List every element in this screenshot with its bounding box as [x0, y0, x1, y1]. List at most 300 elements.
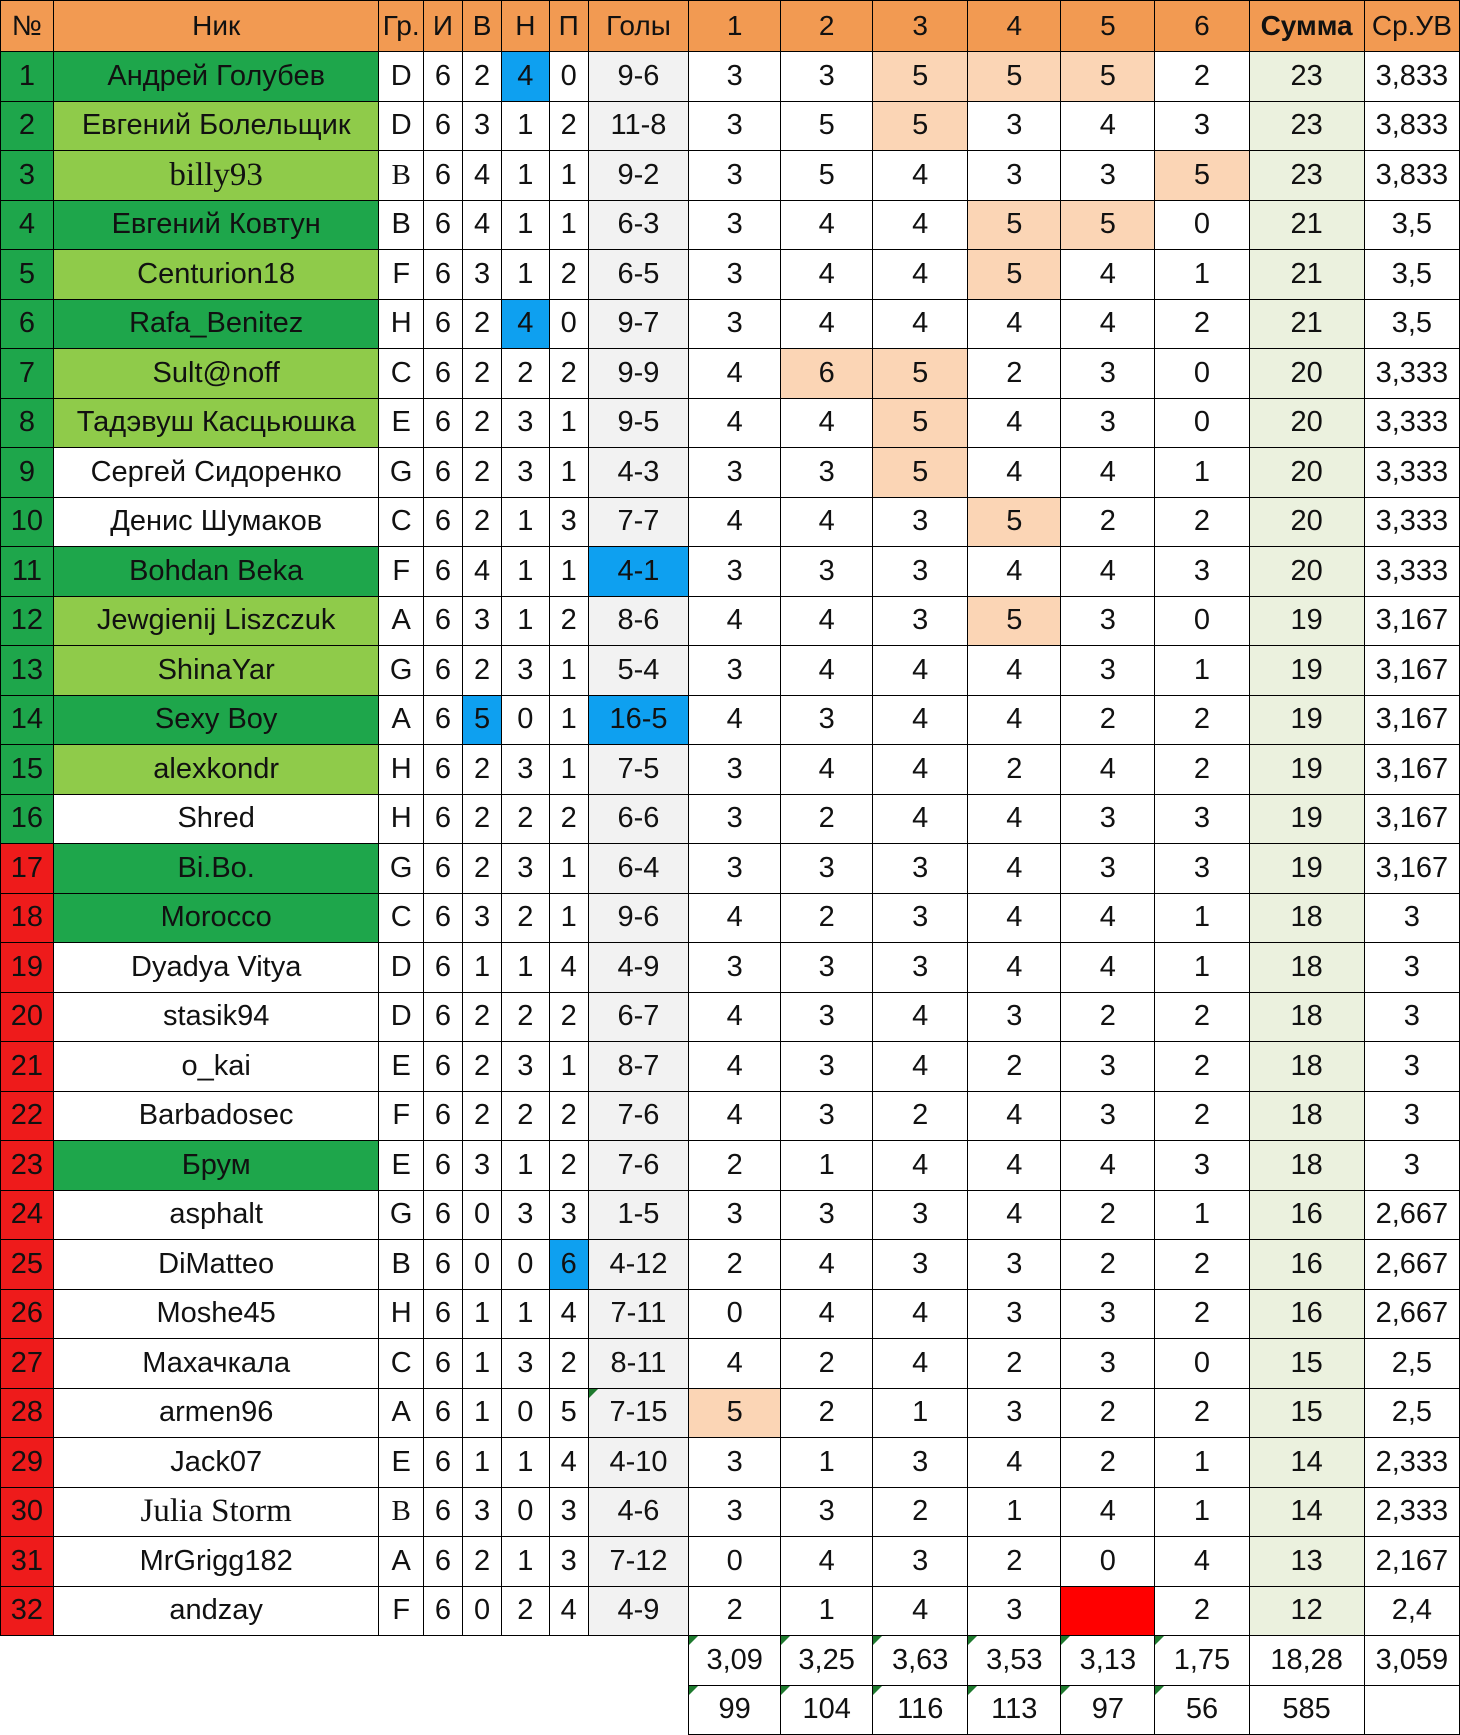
nick-cell: Sult@noff [53, 349, 379, 399]
round-5-cell: 4 [1061, 101, 1155, 151]
nick-cell: Centurion18 [53, 250, 379, 300]
rank-cell: 25 [1, 1240, 54, 1290]
round-1-cell: 2 [689, 1141, 781, 1191]
round-2-cell: 3 [781, 1487, 873, 1537]
round-6-cell: 3 [1155, 794, 1249, 844]
round-6-cell: 2 [1155, 992, 1249, 1042]
wins-cell: 0 [462, 1586, 501, 1636]
round-2-cell: 4 [781, 1537, 873, 1587]
sum-cell: 20 [1249, 398, 1364, 448]
sum-cell: 15 [1249, 1388, 1364, 1438]
sum-cell: 16 [1249, 1289, 1364, 1339]
sum-cell: 15 [1249, 1339, 1364, 1389]
goals-cell: 4-12 [588, 1240, 688, 1290]
rank-cell: 21 [1, 1042, 54, 1092]
wins-cell: 1 [462, 1438, 501, 1488]
round-2-cell: 4 [781, 200, 873, 250]
group-cell: H [379, 299, 423, 349]
round-1-cell: 3 [689, 299, 781, 349]
table-row [1, 992, 1460, 1042]
round-6-cell: 3 [1155, 1141, 1249, 1191]
group-cell: F [379, 250, 423, 300]
goals-cell: 6-7 [588, 992, 688, 1042]
round-3-cell: 3 [873, 1240, 968, 1290]
round-5-cell: 4 [1061, 943, 1155, 993]
wins-cell: 2 [462, 844, 501, 894]
wins-cell: 0 [462, 1240, 501, 1290]
goals-cell: 4-6 [588, 1487, 688, 1537]
table-row [1, 1190, 1460, 1240]
round-2-cell: 1 [781, 1141, 873, 1191]
rank-cell: 12 [1, 596, 54, 646]
group-cell: E [379, 398, 423, 448]
round-6-cell: 1 [1155, 1190, 1249, 1240]
round-4-cell: 5 [968, 200, 1061, 250]
sum-cell: 19 [1249, 745, 1364, 795]
sum-cell: 19 [1249, 646, 1364, 696]
round-3-cell: 3 [873, 1438, 968, 1488]
wins-cell: 3 [462, 596, 501, 646]
round-3-cell: 4 [873, 1339, 968, 1389]
played-cell: 6 [423, 1190, 462, 1240]
losses-cell: 3 [549, 1190, 588, 1240]
round-2-cell: 3 [781, 992, 873, 1042]
losses-cell: 1 [549, 695, 588, 745]
goals-cell: 9-5 [588, 398, 688, 448]
table-row [1, 893, 1460, 943]
played-cell: 6 [423, 1091, 462, 1141]
rank-cell: 11 [1, 547, 54, 597]
round-1-cell: 4 [689, 1091, 781, 1141]
round-5-cell [1061, 1586, 1155, 1636]
table-row [1, 596, 1460, 646]
nick-cell: billy93 [53, 151, 379, 201]
round-3-cell: 4 [873, 151, 968, 201]
round-6-cell: 1 [1155, 448, 1249, 498]
round-6-cell: 2 [1155, 52, 1249, 102]
round-1-cell: 3 [689, 1190, 781, 1240]
round-2-cell: 4 [781, 497, 873, 547]
table-row [1, 448, 1460, 498]
average-cell: 2,667 [1364, 1240, 1459, 1290]
round-5-cell: 2 [1061, 992, 1155, 1042]
round-6-cell: 3 [1155, 101, 1249, 151]
sum-cell: 13 [1249, 1537, 1364, 1587]
round-4-cell: 3 [968, 992, 1061, 1042]
draws-cell: 2 [502, 1091, 550, 1141]
average-cell: 3,833 [1364, 151, 1459, 201]
round-3-cell: 3 [873, 893, 968, 943]
sum-cell: 14 [1249, 1487, 1364, 1537]
round-1-cell: 3 [689, 250, 781, 300]
rank-cell: 32 [1, 1586, 54, 1636]
table-row [1, 349, 1460, 399]
round-2-cell: 3 [781, 695, 873, 745]
group-cell: E [379, 1141, 423, 1191]
rank-cell: 29 [1, 1438, 54, 1488]
losses-cell: 2 [549, 349, 588, 399]
losses-cell: 0 [549, 299, 588, 349]
round-6-cell: 2 [1155, 1091, 1249, 1141]
round-3-cell: 2 [873, 1091, 968, 1141]
nick-cell: Jewgienij Liszczuk [53, 596, 379, 646]
losses-cell: 4 [549, 1289, 588, 1339]
goals-cell: 1-5 [588, 1190, 688, 1240]
round-5-cell: 4 [1061, 745, 1155, 795]
round-4-cell: 3 [968, 1289, 1061, 1339]
goals-cell: 4-10 [588, 1438, 688, 1488]
draws-cell: 1 [502, 1289, 550, 1339]
round-3-cell: 4 [873, 745, 968, 795]
round-4-cell: 4 [968, 1141, 1061, 1191]
draws-cell: 1 [502, 250, 550, 300]
nick-cell: stasik94 [53, 992, 379, 1042]
round-1-cell: 3 [689, 200, 781, 250]
losses-cell: 2 [549, 250, 588, 300]
wins-cell: 3 [462, 1141, 501, 1191]
played-cell: 6 [423, 943, 462, 993]
round-5-cell: 5 [1061, 200, 1155, 250]
wins-cell: 3 [462, 1487, 501, 1537]
draws-cell: 2 [502, 349, 550, 399]
header-group: Гр. [379, 1, 423, 52]
sum-cell: 21 [1249, 250, 1364, 300]
losses-cell: 5 [549, 1388, 588, 1438]
round-5-cell: 4 [1061, 893, 1155, 943]
round-1-cell: 2 [689, 1240, 781, 1290]
draws-cell: 2 [502, 794, 550, 844]
average-cell: 3,833 [1364, 101, 1459, 151]
goals-cell: 7-11 [588, 1289, 688, 1339]
played-cell: 6 [423, 101, 462, 151]
round-3-cell: 5 [873, 448, 968, 498]
round-1-cell: 3 [689, 745, 781, 795]
group-cell: G [379, 1190, 423, 1240]
table-row [1, 1487, 1460, 1537]
wins-cell: 2 [462, 398, 501, 448]
average-cell: 2,667 [1364, 1289, 1459, 1339]
round-1-cell: 3 [689, 1487, 781, 1537]
rank-cell: 7 [1, 349, 54, 399]
round-6-cell: 2 [1155, 1240, 1249, 1290]
average-cell: 3,5 [1364, 200, 1459, 250]
losses-cell: 4 [549, 943, 588, 993]
round-1-cell: 2 [689, 1586, 781, 1636]
round-6-cell: 2 [1155, 299, 1249, 349]
round-2-cell: 2 [781, 893, 873, 943]
round-4-cell: 2 [968, 1339, 1061, 1389]
round-2-cell: 1 [781, 1586, 873, 1636]
played-cell: 6 [423, 1339, 462, 1389]
nick-cell: ShinaYar [53, 646, 379, 696]
round-2-cell: 3 [781, 448, 873, 498]
header-round-4: 4 [968, 1, 1061, 52]
round-4-cell: 1 [968, 1487, 1061, 1537]
table-row [1, 1339, 1460, 1389]
rank-cell: 24 [1, 1190, 54, 1240]
round-1-cell: 0 [689, 1537, 781, 1587]
rank-cell: 23 [1, 1141, 54, 1191]
nick-cell: MrGrigg182 [53, 1537, 379, 1587]
round-4-cell: 4 [968, 1091, 1061, 1141]
header-draws: Н [502, 1, 550, 52]
round-1-cell: 3 [689, 844, 781, 894]
nick-cell: Sexy Boy [53, 695, 379, 745]
rank-cell: 4 [1, 200, 54, 250]
draws-cell: 1 [502, 151, 550, 201]
round-2-cell: 4 [781, 596, 873, 646]
round-5-cell: 3 [1061, 794, 1155, 844]
losses-cell: 1 [549, 893, 588, 943]
draws-cell: 3 [502, 745, 550, 795]
rank-cell: 22 [1, 1091, 54, 1141]
footer-average-sum: 18,28 [1249, 1636, 1364, 1686]
draws-cell: 4 [502, 52, 550, 102]
footer-spacer [1, 1685, 689, 1735]
group-cell: B [379, 1240, 423, 1290]
draws-cell: 0 [502, 695, 550, 745]
round-1-cell: 4 [689, 695, 781, 745]
round-3-cell: 4 [873, 992, 968, 1042]
round-6-cell: 0 [1155, 349, 1249, 399]
played-cell: 6 [423, 250, 462, 300]
nick-cell: Тадэвуш Касцьюшка [53, 398, 379, 448]
table-row [1, 646, 1460, 696]
round-3-cell: 3 [873, 596, 968, 646]
goals-cell: 8-6 [588, 596, 688, 646]
draws-cell: 0 [502, 1388, 550, 1438]
wins-cell: 2 [462, 1091, 501, 1141]
wins-cell: 2 [462, 448, 501, 498]
goals-cell: 9-6 [588, 52, 688, 102]
draws-cell: 0 [502, 1240, 550, 1290]
sum-cell: 23 [1249, 52, 1364, 102]
wins-cell: 4 [462, 547, 501, 597]
round-2-cell: 4 [781, 1289, 873, 1339]
round-1-cell: 3 [689, 101, 781, 151]
losses-cell: 1 [549, 646, 588, 696]
nick-cell: Евгений Ковтун [53, 200, 379, 250]
round-6-cell: 2 [1155, 497, 1249, 547]
goals-cell: 6-5 [588, 250, 688, 300]
round-2-cell: 3 [781, 1091, 873, 1141]
group-cell: B [379, 1487, 423, 1537]
average-cell: 3,167 [1364, 745, 1459, 795]
losses-cell: 1 [549, 745, 588, 795]
sum-cell: 23 [1249, 151, 1364, 201]
round-5-cell: 2 [1061, 497, 1155, 547]
round-5-cell: 2 [1061, 1240, 1155, 1290]
nick-cell: Bi.Bo. [53, 844, 379, 894]
round-4-cell: 2 [968, 1042, 1061, 1092]
round-2-cell: 3 [781, 1190, 873, 1240]
sum-cell: 14 [1249, 1438, 1364, 1488]
wins-cell: 2 [462, 299, 501, 349]
draws-cell: 1 [502, 497, 550, 547]
round-1-cell: 3 [689, 547, 781, 597]
played-cell: 6 [423, 497, 462, 547]
average-cell: 3,5 [1364, 299, 1459, 349]
group-cell: H [379, 1289, 423, 1339]
round-2-cell: 3 [781, 547, 873, 597]
round-4-cell: 2 [968, 349, 1061, 399]
sum-cell: 20 [1249, 448, 1364, 498]
average-cell: 3 [1364, 893, 1459, 943]
round-5-cell: 3 [1061, 1042, 1155, 1092]
sum-cell: 19 [1249, 794, 1364, 844]
round-3-cell: 3 [873, 844, 968, 894]
round-4-cell: 4 [968, 1190, 1061, 1240]
header-wins: В [462, 1, 501, 52]
wins-cell: 2 [462, 745, 501, 795]
footer-spacer [1, 1636, 689, 1686]
table-row [1, 1141, 1460, 1191]
header-round-1: 1 [689, 1, 781, 52]
played-cell: 6 [423, 1141, 462, 1191]
round-5-cell: 2 [1061, 1388, 1155, 1438]
round-1-cell: 4 [689, 1042, 781, 1092]
losses-cell: 1 [549, 448, 588, 498]
group-cell: F [379, 547, 423, 597]
wins-cell: 3 [462, 250, 501, 300]
round-5-cell: 4 [1061, 1141, 1155, 1191]
sum-cell: 20 [1249, 547, 1364, 597]
footer-average-round-6: 1,75 [1155, 1636, 1249, 1686]
round-4-cell: 4 [968, 646, 1061, 696]
round-5-cell: 4 [1061, 547, 1155, 597]
losses-cell: 2 [549, 596, 588, 646]
goals-cell: 7-5 [588, 745, 688, 795]
average-cell: 3,167 [1364, 794, 1459, 844]
average-cell: 3,333 [1364, 497, 1459, 547]
header-round-6: 6 [1155, 1, 1249, 52]
round-6-cell: 2 [1155, 1388, 1249, 1438]
footer-total-round-2: 104 [781, 1685, 873, 1735]
played-cell: 6 [423, 200, 462, 250]
draws-cell: 3 [502, 1042, 550, 1092]
round-3-cell: 5 [873, 52, 968, 102]
round-1-cell: 3 [689, 151, 781, 201]
round-5-cell: 4 [1061, 250, 1155, 300]
losses-cell: 2 [549, 101, 588, 151]
sum-cell: 12 [1249, 1586, 1364, 1636]
table-row [1, 101, 1460, 151]
round-5-cell: 3 [1061, 398, 1155, 448]
round-1-cell: 5 [689, 1388, 781, 1438]
rank-cell: 16 [1, 794, 54, 844]
draws-cell: 3 [502, 1190, 550, 1240]
round-4-cell: 3 [968, 151, 1061, 201]
table-row [1, 52, 1460, 102]
sum-cell: 19 [1249, 695, 1364, 745]
average-cell: 2,167 [1364, 1537, 1459, 1587]
sum-cell: 21 [1249, 299, 1364, 349]
group-cell: B [379, 151, 423, 201]
round-6-cell: 1 [1155, 1487, 1249, 1537]
goals-cell: 9-6 [588, 893, 688, 943]
played-cell: 6 [423, 448, 462, 498]
rank-cell: 20 [1, 992, 54, 1042]
group-cell: E [379, 1438, 423, 1488]
losses-cell: 1 [549, 200, 588, 250]
footer-total-sum: 585 [1249, 1685, 1364, 1735]
round-5-cell: 3 [1061, 1091, 1155, 1141]
rank-cell: 6 [1, 299, 54, 349]
played-cell: 6 [423, 52, 462, 102]
wins-cell: 2 [462, 794, 501, 844]
group-cell: F [379, 1091, 423, 1141]
group-cell: A [379, 695, 423, 745]
nick-cell: Махачкала [53, 1339, 379, 1389]
goals-cell: 7-6 [588, 1091, 688, 1141]
average-cell: 3,333 [1364, 398, 1459, 448]
round-3-cell: 5 [873, 101, 968, 151]
footer-average-round-2: 3,25 [781, 1636, 873, 1686]
rank-cell: 17 [1, 844, 54, 894]
round-4-cell: 4 [968, 695, 1061, 745]
sum-cell: 21 [1249, 200, 1364, 250]
group-cell: G [379, 844, 423, 894]
round-6-cell: 2 [1155, 1289, 1249, 1339]
round-1-cell: 3 [689, 1438, 781, 1488]
played-cell: 6 [423, 1537, 462, 1587]
header-round-2: 2 [781, 1, 873, 52]
header-goals: Голы [588, 1, 688, 52]
round-1-cell: 4 [689, 398, 781, 448]
wins-cell: 2 [462, 1537, 501, 1587]
table-row [1, 943, 1460, 993]
played-cell: 6 [423, 349, 462, 399]
round-1-cell: 3 [689, 794, 781, 844]
round-1-cell: 4 [689, 1339, 781, 1389]
round-4-cell: 3 [968, 1388, 1061, 1438]
footer-totals-row [1, 1685, 1460, 1735]
goals-cell: 7-7 [588, 497, 688, 547]
nick-cell: andzay [53, 1586, 379, 1636]
table-row [1, 1537, 1460, 1587]
goals-cell: 4-3 [588, 448, 688, 498]
played-cell: 6 [423, 695, 462, 745]
goals-cell: 6-6 [588, 794, 688, 844]
group-cell: C [379, 497, 423, 547]
round-5-cell: 2 [1061, 1438, 1155, 1488]
average-cell: 2,5 [1364, 1388, 1459, 1438]
header-nick: Ник [53, 1, 379, 52]
rank-cell: 10 [1, 497, 54, 547]
losses-cell: 2 [549, 1091, 588, 1141]
round-2-cell: 3 [781, 844, 873, 894]
round-3-cell: 4 [873, 1289, 968, 1339]
sum-cell: 18 [1249, 1141, 1364, 1191]
average-cell: 2,667 [1364, 1190, 1459, 1240]
wins-cell: 4 [462, 200, 501, 250]
round-3-cell: 4 [873, 695, 968, 745]
table-row [1, 745, 1460, 795]
average-cell: 3,167 [1364, 844, 1459, 894]
table-row [1, 299, 1460, 349]
sum-cell: 23 [1249, 101, 1364, 151]
header-row [1, 1, 1460, 52]
rank-cell: 28 [1, 1388, 54, 1438]
round-1-cell: 4 [689, 497, 781, 547]
round-3-cell: 4 [873, 1042, 968, 1092]
round-1-cell: 4 [689, 992, 781, 1042]
wins-cell: 4 [462, 151, 501, 201]
round-3-cell: 4 [873, 200, 968, 250]
nick-cell: o_kai [53, 1042, 379, 1092]
sum-cell: 16 [1249, 1240, 1364, 1290]
table-row [1, 695, 1460, 745]
